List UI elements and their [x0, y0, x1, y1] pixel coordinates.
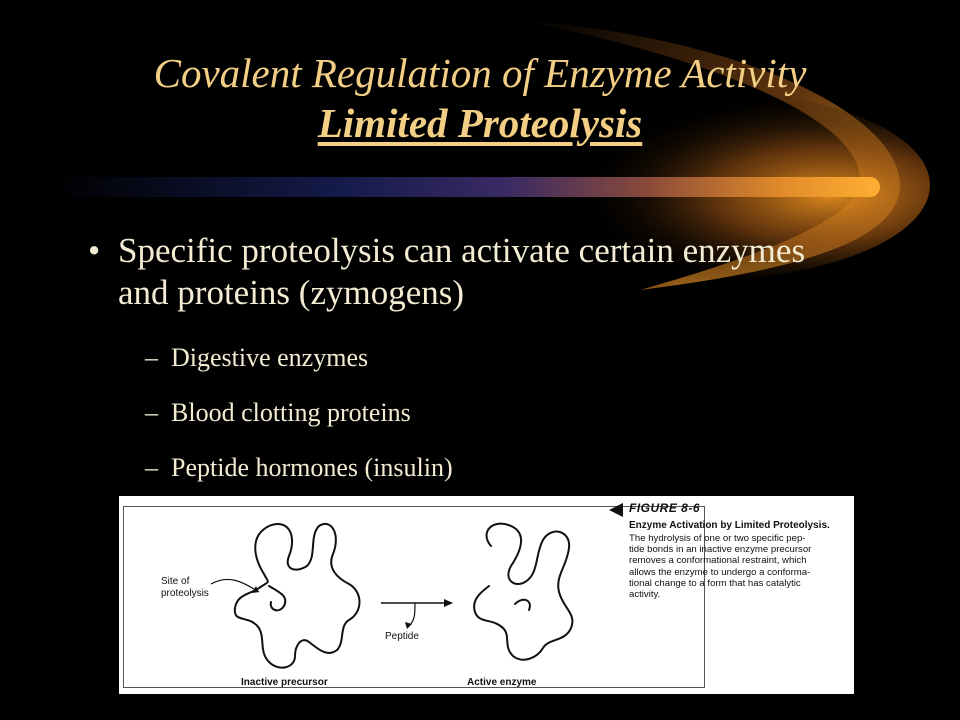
caption-title: Enzyme Activation by Limited Proteolysis. [629, 520, 830, 531]
inactive-precursor-label: Inactive precursor [241, 677, 328, 688]
caption-body [629, 533, 861, 600]
released-peptide [515, 600, 530, 610]
caption-line: activity. [629, 589, 661, 601]
caption-line: allows the enzyme to undergo a conforma- [629, 566, 811, 578]
title-line-2: Limited Proteolysis [317, 100, 643, 146]
title-line-1: Covalent Regulation of Enzyme Activity [153, 50, 807, 96]
reaction-arrowhead [444, 599, 453, 607]
caption-line: The hydrolysis of one or two specific pep- [629, 533, 806, 544]
cleavage-loop [269, 586, 285, 610]
caption-line: tide bonds in an inactive enzyme precursor [629, 544, 812, 556]
dash-icon: – [145, 343, 158, 372]
caption-line: removes a conformational restraint, which [629, 555, 807, 567]
textbook-figure [119, 496, 854, 694]
active-enzyme-label: Active enzyme [467, 677, 537, 688]
active-enzyme-chain [474, 524, 572, 660]
dash-icon: – [145, 453, 158, 482]
bullet-dot-icon: • [88, 231, 101, 270]
sub-bullet-text: Blood clotting proteins [171, 398, 411, 427]
caption-line: tional change to a form that has catalytic [629, 577, 801, 589]
peptide-arrow [409, 603, 415, 626]
site-arrow [211, 579, 259, 592]
dash-icon: – [145, 398, 158, 427]
main-bullet-text: Specific proteolysis can activate certain enzymes and proteins (zymogens) [118, 231, 806, 312]
caption-arrow-icon [609, 503, 623, 517]
sub-bullet-text: Digestive enzymes [171, 343, 369, 372]
site-label: Site of proteolysis [161, 576, 209, 599]
slide-title [0, 48, 960, 148]
peptide-label: Peptide [385, 631, 419, 642]
sub-bullet-text: Peptide hormones (insulin) [171, 453, 453, 482]
caption-figure-number: FIGURE 8-6 [629, 501, 701, 515]
inactive-precursor-chain [235, 524, 360, 668]
